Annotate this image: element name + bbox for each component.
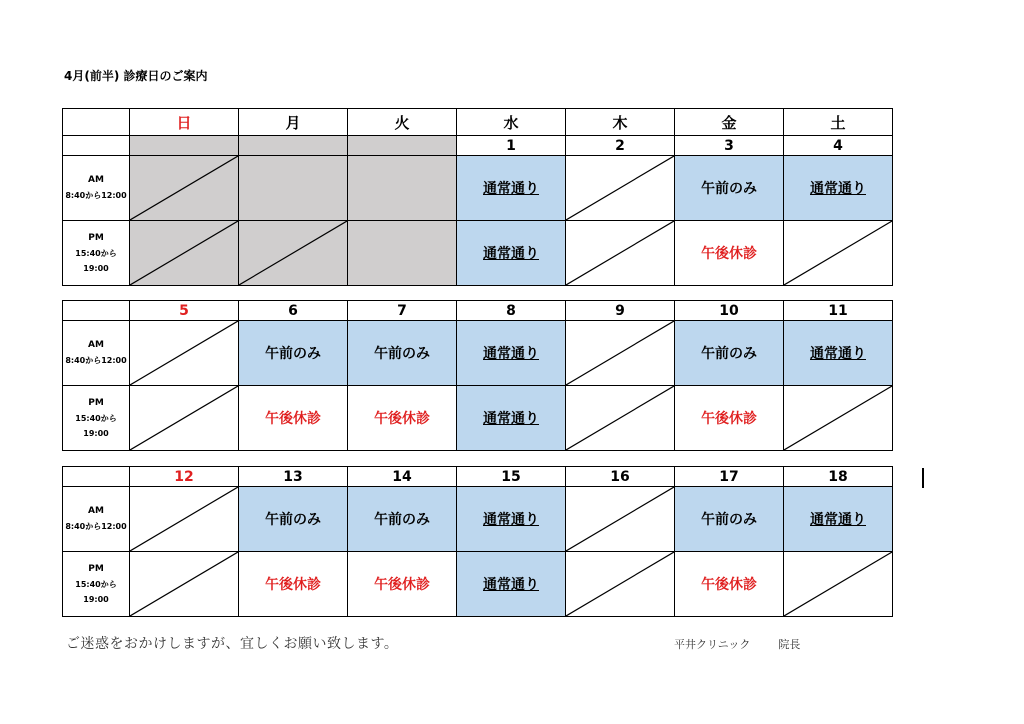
weekday-mon: 月 [239,109,348,136]
closed-afternoon-label: 午後休診 [374,577,430,593]
status-label: 通常通り [810,346,866,362]
date-row [63,467,893,487]
slash-line-icon [566,156,674,220]
slash-line-icon [566,221,674,285]
slash-line-icon [130,487,238,551]
status-label: 午前のみ [701,346,757,362]
date-cell: 5 [130,301,239,321]
status-label: 午前のみ [265,512,321,528]
closed-afternoon-label: 午後休診 [265,577,321,593]
pm-row [63,221,893,286]
am-row [63,321,893,386]
date-cell: 13 [239,467,348,487]
schedule-cell [566,552,675,617]
weekday-sat: 土 [784,109,893,136]
schedule-cell [675,487,784,552]
date-cell: 1 [457,136,566,156]
date-cell: 8 [457,301,566,321]
status-label: 通常通り [483,512,539,528]
schedule-cell [784,221,893,286]
status-label: 午前のみ [265,346,321,362]
schedule-cell [457,552,566,617]
date-cell: 15 [457,467,566,487]
schedule-cell [239,487,348,552]
date-row [63,136,893,156]
date-cell [348,136,457,156]
footer-message: ご迷惑をおかけしますが、宜しくお願い致します。 [66,636,399,652]
status-label: 通常通り [810,512,866,528]
slash-line-icon [784,552,892,616]
schedule-cell [457,386,566,451]
schedule-cell [130,487,239,552]
director-title: 院長 [778,638,801,651]
slash-line-icon [130,321,238,385]
page-title: 4月(前半) 診療日のご案内 [64,69,208,83]
schedule-cell [675,386,784,451]
slot-name: AM [88,175,104,185]
date-cell: 18 [784,467,893,487]
schedule-cell [675,221,784,286]
closed-afternoon-label: 午後休診 [701,577,757,593]
status-label: 通常通り [483,577,539,593]
am-label-cell [63,321,130,386]
date-cell: 3 [675,136,784,156]
week-2-table [62,300,893,451]
slot-name: AM [88,340,104,350]
closed-afternoon-label: 午後休診 [265,411,321,427]
status-label: 通常通り [483,346,539,362]
date-label-cell [63,136,130,156]
schedule-cell [566,487,675,552]
schedule-cell [130,221,239,286]
slash-line-icon [239,221,347,285]
slot-time: 8:40から12:00 [65,522,127,531]
slash-line-icon [130,221,238,285]
schedule-cell [675,321,784,386]
schedule-cell [348,552,457,617]
date-cell: 2 [566,136,675,156]
pm-label-cell [63,386,130,451]
slot-time: 8:40から12:00 [65,191,127,200]
schedule-cell [130,321,239,386]
schedule-cell [566,321,675,386]
date-cell [239,136,348,156]
date-cell: 14 [348,467,457,487]
am-label-cell [63,156,130,221]
slash-line-icon [566,552,674,616]
schedule-cell [348,487,457,552]
slash-line-icon [784,221,892,285]
pm-row [63,552,893,617]
schedule-cell [130,386,239,451]
weekday-fri: 金 [675,109,784,136]
status-label: 午前のみ [701,181,757,197]
weekday-sun: 日 [130,109,239,136]
week-1-table [62,108,893,286]
status-label: 午前のみ [374,512,430,528]
text-cursor [922,468,924,488]
schedule-cell [675,552,784,617]
date-cell: 6 [239,301,348,321]
date-label-cell [63,467,130,487]
status-label: 通常通り [483,246,539,262]
slot-time: 15:40から19:00 [75,579,117,604]
schedule-cell [784,156,893,221]
slash-line-icon [130,552,238,616]
schedule-cell [675,156,784,221]
corner-cell [63,109,130,136]
slot-name: PM [88,232,104,243]
schedule-cell [784,386,893,451]
weekday-wed: 水 [457,109,566,136]
schedule-cell [348,156,457,221]
slash-line-icon [784,386,892,450]
date-cell: 10 [675,301,784,321]
schedule-cell [566,386,675,451]
schedule-cell [457,487,566,552]
closed-afternoon-label: 午後休診 [374,411,430,427]
date-label-cell [63,301,130,321]
slot-name: PM [88,397,104,408]
schedule-cell [784,321,893,386]
schedule-cell [239,321,348,386]
am-row [63,487,893,552]
schedule-cell [457,221,566,286]
slash-line-icon [130,386,238,450]
schedule-cell [457,321,566,386]
pm-label-cell [63,552,130,617]
closed-afternoon-label: 午後休診 [701,246,757,262]
slot-time: 15:40から19:00 [75,248,117,273]
schedule-cell [239,386,348,451]
date-cell: 4 [784,136,893,156]
weekday-header-row [63,109,893,136]
date-cell [130,136,239,156]
schedule-cell [348,321,457,386]
weekday-thu: 木 [566,109,675,136]
schedule-cell [566,221,675,286]
slot-time: 15:40から19:00 [75,413,117,438]
status-label: 午前のみ [701,512,757,528]
date-cell: 16 [566,467,675,487]
slash-line-icon [566,487,674,551]
date-cell: 11 [784,301,893,321]
closed-afternoon-label: 午後休診 [701,411,757,427]
status-label: 午前のみ [374,346,430,362]
status-label: 通常通り [810,181,866,197]
slot-name: AM [88,506,104,516]
schedule-cell [348,386,457,451]
date-cell: 12 [130,467,239,487]
pm-row [63,386,893,451]
signature [674,636,828,652]
weekday-tue: 火 [348,109,457,136]
slash-line-icon [566,321,674,385]
schedule-cell [239,552,348,617]
slot-name: PM [88,563,104,574]
schedule-cell [784,552,893,617]
pm-label-cell [63,221,130,286]
date-cell: 17 [675,467,784,487]
slot-time: 8:40から12:00 [65,356,127,365]
schedule-cell [348,221,457,286]
status-label: 通常通り [483,411,539,427]
slash-line-icon [566,386,674,450]
schedule-cell [566,156,675,221]
schedule-cell [784,487,893,552]
status-label: 通常通り [483,181,539,197]
slash-line-icon [130,156,238,220]
am-label-cell [63,487,130,552]
schedule-cell [239,156,348,221]
schedule-cell [130,156,239,221]
am-row [63,156,893,221]
schedule-cell [130,552,239,617]
date-cell: 7 [348,301,457,321]
schedule-cell [239,221,348,286]
schedule-cell [457,156,566,221]
date-row [63,301,893,321]
clinic-name: 平井クリニック [674,638,751,651]
week-3-table [62,466,893,617]
date-cell: 9 [566,301,675,321]
